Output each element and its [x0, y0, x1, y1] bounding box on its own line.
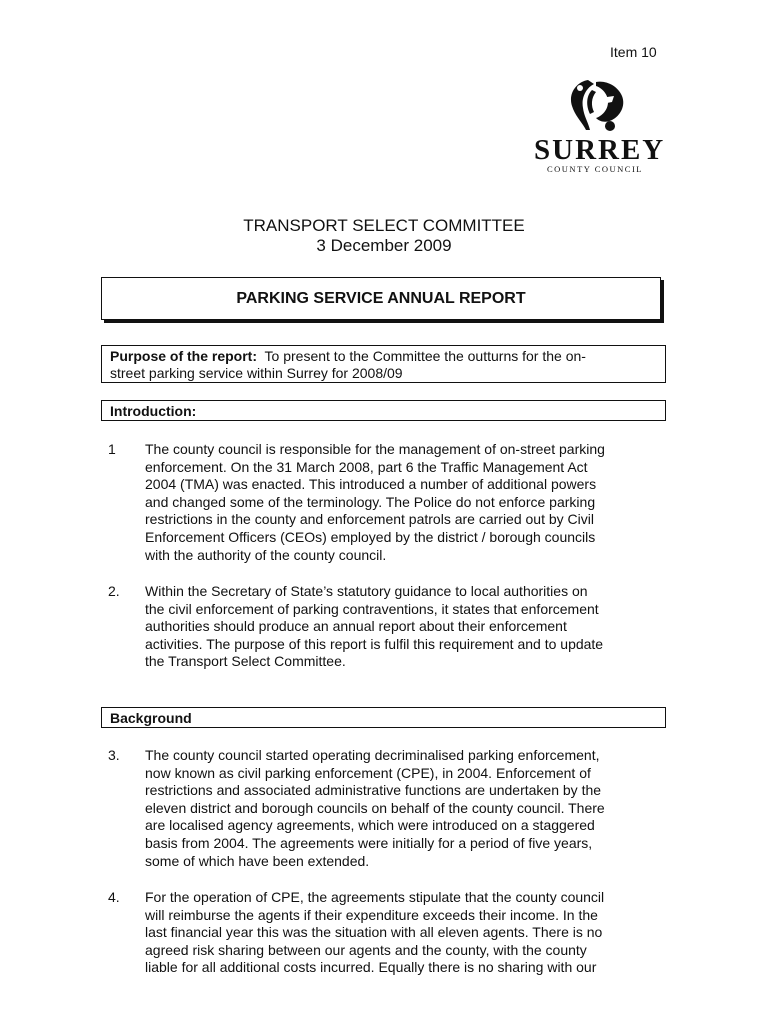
paragraph-number: 4. [108, 889, 120, 905]
paragraph-line: restrictions in the county and enforcement patrols are carried out by Civil [145, 511, 594, 528]
paragraph-line: the Transport Select Committee. [145, 653, 346, 670]
paragraph-line: basis from 2004. The agreements were initially for a period of five years, [145, 834, 593, 851]
paragraph-line: The county council started operating decriminalised parking enforcement, [145, 747, 600, 763]
paragraph-number: 3. [108, 747, 120, 763]
purpose-box [101, 345, 666, 383]
paragraph-line: For the operation of CPE, the agreements stipulate that the county council [145, 889, 605, 905]
purpose-line-1: To present to the Committee the outturns for the on- [264, 348, 586, 364]
paragraph-line: now known as civil parking enforcement (CPE), in 2004. Enforcement of [145, 764, 591, 781]
committee-heading: TRANSPORT SELECT COMMITTEE [243, 216, 525, 235]
paragraph-line: eleven district and borough councils on behalf of the county council. There [145, 799, 605, 816]
paragraph-line: The county council is responsible for the management of on-street parking [145, 441, 605, 457]
meeting-date: 3 December 2009 [316, 236, 452, 255]
paragraph-line: Enforcement Officers (CEOs) employed by the district / borough councils [145, 528, 596, 545]
surrey-logo [534, 76, 666, 176]
paragraph-line: the civil enforcement of parking contraventions, it states that enforcement [145, 600, 599, 617]
purpose-label: Purpose of the report: [110, 348, 258, 364]
paragraph-number: 2. [108, 583, 120, 599]
paragraph-line: authorities should produce an annual report about their enforcement [145, 618, 567, 635]
logo-wordmark: SURREY [534, 134, 666, 166]
paragraph-line: and changed some of the terminology. The Police do not enforce parking [145, 493, 596, 510]
paragraph-line: with the authority of the county council. [145, 546, 387, 563]
paragraph-line: agreed risk sharing between our agents and the county, with the county [145, 941, 587, 958]
paragraph-line: will reimburse the agents if their expenditure exceeds their income. In the [145, 906, 598, 923]
paragraph-line: activities. The purpose of this report is fulfil this requirement and to update [145, 635, 604, 652]
paragraph-number: 1 [108, 441, 116, 457]
paragraph-line: some of which have been extended. [145, 852, 370, 869]
logo-subtitle: COUNTY COUNCIL [546, 164, 643, 174]
introduction-heading: Introduction: [101, 400, 666, 421]
paragraph-line: restrictions and associated administrative functions are undertaken by the [145, 782, 602, 799]
paragraph-line: 2004 (TMA) was enacted. This introduced a number of additional powers [145, 476, 597, 493]
paragraph-line: enforcement. On the 31 March 2008, part 6 the Traffic Management Act [145, 458, 588, 475]
purpose-line-2: street parking service within Surrey for 2008/09 [110, 365, 403, 381]
paragraph-line: are localised agency agreements, which were introduced on a staggered [145, 817, 595, 834]
item-number: Item 10 [610, 44, 657, 60]
paragraph-line: Within the Secretary of State’s statutory guidance to local authorities on [145, 583, 588, 599]
paragraph-line: liable for all additional costs incurred. Equally there is no sharing with our [145, 959, 597, 976]
oak-leaf-emblem-icon [566, 76, 626, 134]
paragraph-line: last financial year this was the situation with all eleven agents. There is no [145, 924, 603, 941]
report-title: PARKING SERVICE ANNUAL REPORT [101, 277, 661, 320]
background-heading: Background [101, 707, 666, 728]
